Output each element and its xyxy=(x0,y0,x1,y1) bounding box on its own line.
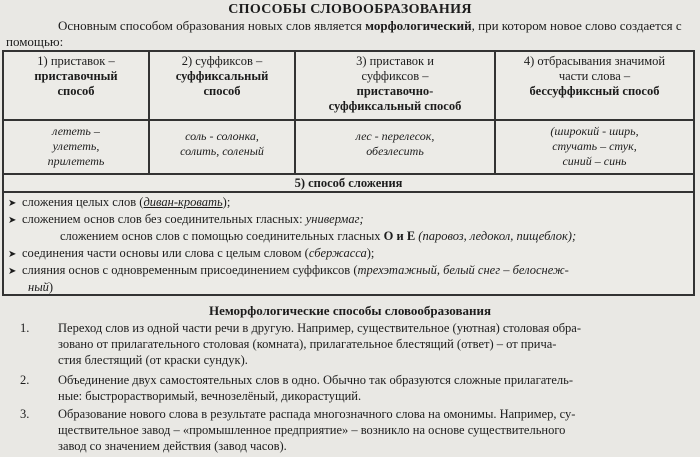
compound-item-example: трехэтажный, белый снег – белоснеж- xyxy=(357,263,569,277)
bullet-arrow-icon: ➤ xyxy=(8,249,17,260)
intro-text-start: Основным способом образования новых слов является xyxy=(58,18,366,33)
page-title: СПОСОБЫ СЛОВООБРАЗОВАНИЯ xyxy=(228,2,472,17)
compound-item-text: слияния основ с одновременным присоединением суффиксов ( xyxy=(22,263,358,277)
method-2-line2: суффиксальный xyxy=(175,69,269,83)
compound-header: 5) способ сложения xyxy=(4,175,693,193)
nonmorph-num: 2. xyxy=(20,373,30,387)
compound-item xyxy=(8,194,688,211)
example-3-line1: лес - перелесок, xyxy=(355,129,435,143)
compound-item-text: сложением основ слов без соединительных гласных: xyxy=(22,212,306,226)
method-1-line1: 1) приставок – xyxy=(37,54,115,68)
methods-header-row xyxy=(4,52,693,121)
compound-item-text: соединения части основы или слова с целым словом ( xyxy=(22,246,309,260)
example-2-line1: соль - солонка, xyxy=(185,129,259,143)
intro-bold-term: морфологический xyxy=(365,18,472,33)
compound-item xyxy=(8,211,688,228)
example-4-line1: (широкий - ширь, xyxy=(550,124,639,138)
intro-paragraph xyxy=(6,18,696,50)
nonmorph-line: ществительное завод – «промышленное предприятие» – возникло на основе существительного xyxy=(58,423,566,437)
nonmorph-num: 1. xyxy=(20,321,30,335)
nonmorph-line: Объединение двух самостоятельных слов в одно. Обычно так образуются сложные прилагатель- xyxy=(58,373,574,387)
method-4-line3: бессуффиксный способ xyxy=(529,84,660,98)
nonmorph-text xyxy=(58,406,690,454)
example-cell-1 xyxy=(4,121,150,173)
compound-item xyxy=(8,228,700,245)
example-4-line3: синий – синь xyxy=(562,154,627,168)
method-1-line2: приставочный xyxy=(34,69,118,83)
method-3-line2: суффиксов – xyxy=(361,69,429,83)
example-1-line1: лететь – xyxy=(52,124,100,138)
nonmorph-line: Образование нового слова в результате распада многозначного слова на омонимы. Например, су- xyxy=(58,407,576,421)
method-3-line3: приставочно- xyxy=(356,84,434,98)
example-cell-3 xyxy=(296,121,496,173)
method-4-line2: части слова – xyxy=(558,69,631,83)
nonmorph-text xyxy=(58,372,690,404)
method-cell-3 xyxy=(296,52,496,119)
compound-item-text: сложением основ слов с помощью соединительных гласных xyxy=(60,229,384,243)
nonmorph-text xyxy=(58,320,690,368)
intro-text-end: , при котором новое слово создается с помощью: xyxy=(6,18,682,49)
compound-item-example: универмаг; xyxy=(305,212,364,226)
compound-item-example: ный xyxy=(28,280,49,294)
compound-item xyxy=(8,262,688,279)
nonmorph-line: Переход слов из одной части речи в другую. Например, существительное (уютная) столовая обра- xyxy=(58,321,582,335)
example-1-line2: улететь, xyxy=(52,139,100,153)
nonmorph-line: завод со значением действия (завод часов). xyxy=(58,439,287,453)
methods-table xyxy=(2,50,695,296)
nonmorph-title: Неморфологические способы словообразования xyxy=(208,303,492,318)
compound-item-tail: ) xyxy=(48,280,54,294)
example-4-line2: стучать – стук, xyxy=(552,139,637,153)
compound-item-example: диван-кровать xyxy=(143,195,223,209)
method-cell-4 xyxy=(496,52,693,119)
bullet-arrow-icon: ➤ xyxy=(8,215,17,226)
method-2-line1: 2) суффиксов – xyxy=(181,54,263,68)
nonmorph-num: 3. xyxy=(20,407,30,421)
method-2-line3: способ xyxy=(203,84,241,98)
compound-item xyxy=(8,245,688,262)
method-4-line1: 4) отбрасывания значимой xyxy=(523,54,666,68)
compound-item xyxy=(8,279,700,296)
compound-item-tail: (паровоз, ледокол, пищеблок); xyxy=(415,229,577,243)
compound-item-example: сбержасса xyxy=(308,246,367,260)
method-cell-2 xyxy=(150,52,296,119)
compound-item-example: О и Е xyxy=(383,229,416,243)
nonmorph-line: ные: быстрорастворимый, вечнозелёный, дикорастущий. xyxy=(58,389,362,403)
example-1-line3: прилететь xyxy=(47,154,105,168)
example-2-line2: солить, соленый xyxy=(180,144,264,158)
method-3-line1: 3) приставок и xyxy=(356,54,434,68)
method-3-line4: суффиксальный способ xyxy=(328,99,462,113)
example-cell-4 xyxy=(496,121,693,173)
method-cell-1 xyxy=(4,52,150,119)
bullet-arrow-icon: ➤ xyxy=(8,198,17,209)
examples-row xyxy=(4,121,693,175)
nonmorph-line: зовано от прилагательного столовая (комната), прилагательное блестящий (ответ) – от прича- xyxy=(58,337,557,351)
compound-item-tail: ); xyxy=(222,195,231,209)
compound-item-tail: ); xyxy=(366,246,375,260)
compound-item-text: сложения целых слов ( xyxy=(22,195,144,209)
bullet-arrow-icon: ➤ xyxy=(8,266,17,277)
example-cell-2 xyxy=(150,121,296,173)
method-1-line3: способ xyxy=(57,84,95,98)
nonmorph-line: стия блестящий (от краски сундук). xyxy=(58,353,248,367)
example-3-line2: обезлесить xyxy=(366,144,424,158)
